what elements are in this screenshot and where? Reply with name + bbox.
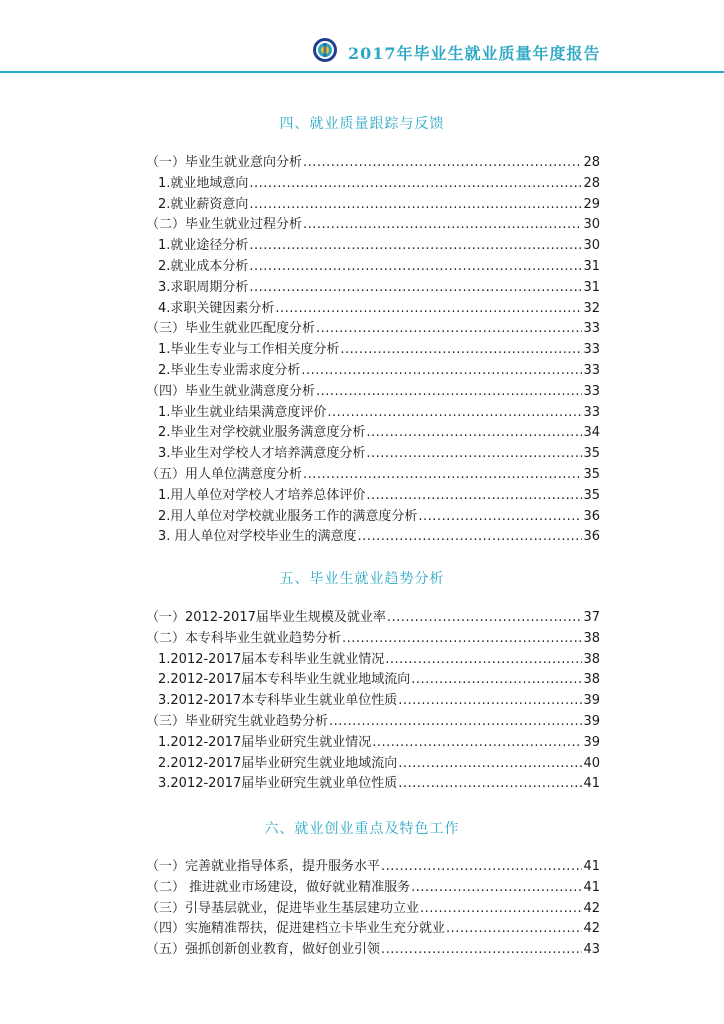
toc-leader-dots xyxy=(340,342,582,357)
toc-entry[interactable] xyxy=(146,151,600,172)
toc-entry[interactable] xyxy=(146,421,600,442)
toc-leader-dots xyxy=(387,610,583,625)
toc-entry-label: （一）完善就业指导体系，提升服务水平 xyxy=(146,859,381,874)
toc-entry[interactable] xyxy=(146,463,600,484)
toc-entry-label: 1.就业途径分析 xyxy=(158,238,249,254)
toc-entry-page: 41 xyxy=(583,879,600,895)
toc-entry[interactable] xyxy=(146,255,600,276)
toc-entry[interactable] xyxy=(146,938,600,959)
toc-entry-label: 1.毕业生就业结果满意度评价 xyxy=(158,404,327,420)
toc-entry-page: 42 xyxy=(583,900,600,916)
toc-leader-dots xyxy=(411,880,582,895)
toc-entry[interactable] xyxy=(146,525,600,546)
toc-entry-label: 2.2012-2017届本专科毕业生就业地域流向 xyxy=(158,672,411,688)
toc-entry-page: 29 xyxy=(583,196,600,212)
toc-entry-page: 37 xyxy=(583,610,600,625)
toc-section-6 xyxy=(146,855,600,959)
toc-leader-dots xyxy=(411,672,582,687)
toc-entry-page: 33 xyxy=(583,362,600,378)
toc-entry-page: 42 xyxy=(583,921,600,937)
section-title-5: 五、毕业生就业趋势分析 xyxy=(279,571,445,587)
toc-entry-page: 41 xyxy=(583,859,600,874)
toc-entry[interactable] xyxy=(146,297,600,318)
toc-entry-label: （四）毕业生就业满意度分析 xyxy=(146,383,316,399)
toc-entry-label: 2.用人单位对学校就业服务工作的满意度分析 xyxy=(158,508,418,524)
toc-leader-dots xyxy=(301,363,582,378)
toc-entry[interactable] xyxy=(146,917,600,938)
toc-entry-page: 33 xyxy=(583,383,600,399)
section-title-4: 四、就业质量跟踪与反馈 xyxy=(279,116,445,132)
toc-leader-dots xyxy=(275,301,582,316)
toc-leader-dots xyxy=(385,652,582,667)
toc-entry-label: （五）强抓创新创业教育，做好创业引领 xyxy=(146,942,381,958)
toc-entry[interactable] xyxy=(146,442,600,463)
toc-entry-label: 3.毕业生对学校人才培养满意度分析 xyxy=(158,446,366,462)
toc-leader-dots xyxy=(316,384,582,399)
toc-leader-dots xyxy=(249,176,582,191)
toc-entry[interactable] xyxy=(146,855,600,876)
toc-leader-dots xyxy=(327,405,582,420)
toc-leader-dots xyxy=(366,425,582,440)
toc-entry-page: 39 xyxy=(583,734,600,750)
toc-leader-dots xyxy=(418,509,582,524)
toc-entry-label: （一）毕业生就业意向分析 xyxy=(146,155,303,170)
toc-entry-page: 36 xyxy=(583,529,600,545)
toc-leader-dots xyxy=(329,714,582,729)
section-title-6: 六、就业创业重点及特色工作 xyxy=(264,821,460,837)
toc-entry-label: （二）本专科毕业生就业趋势分析 xyxy=(146,630,342,646)
toc-entry[interactable] xyxy=(146,710,600,731)
toc-entry[interactable] xyxy=(146,606,600,627)
university-seal-icon xyxy=(312,37,338,63)
toc-section-5 xyxy=(146,606,600,793)
toc-entry[interactable] xyxy=(146,689,600,710)
toc-leader-dots xyxy=(398,776,582,791)
toc-entry-page: 33 xyxy=(583,404,600,420)
toc-leader-dots xyxy=(303,467,582,482)
toc-entry[interactable] xyxy=(146,338,600,359)
toc-leader-dots xyxy=(381,942,582,957)
toc-entry-label: （二） 推进就业市场建设，做好就业精准服务 xyxy=(146,879,411,895)
toc-leader-dots xyxy=(358,529,583,544)
toc-leader-dots xyxy=(303,217,582,232)
toc-entry-label: （二）毕业生就业过程分析 xyxy=(146,217,303,233)
toc-leader-dots xyxy=(249,238,582,253)
toc-entry[interactable] xyxy=(146,317,600,338)
toc-entry-page: 43 xyxy=(583,942,600,958)
toc-section-4 xyxy=(146,151,600,546)
toc-entry-label: 1.就业地域意向 xyxy=(158,175,249,191)
toc-entry[interactable] xyxy=(146,731,600,752)
toc-leader-dots xyxy=(249,280,582,295)
toc-entry-label: 2.就业成本分析 xyxy=(158,258,249,274)
toc-entry-label: （五）用人单位满意度分析 xyxy=(146,466,303,482)
toc-entry-page: 36 xyxy=(583,508,600,524)
toc-entry[interactable] xyxy=(146,213,600,234)
toc-entry-page: 40 xyxy=(583,755,600,771)
toc-entry-page: 31 xyxy=(583,279,600,295)
toc-entry[interactable] xyxy=(146,172,600,193)
toc-entry[interactable] xyxy=(146,276,600,297)
toc-entry-page: 33 xyxy=(583,321,600,337)
toc-entry-label: 1.用人单位对学校人才培养总体评价 xyxy=(158,487,366,503)
toc-entry-page: 38 xyxy=(583,630,600,646)
toc-leader-dots xyxy=(316,321,582,336)
toc-entry-label: 3.求职周期分析 xyxy=(158,279,249,295)
toc-entry-page: 35 xyxy=(583,446,600,462)
toc-entry[interactable] xyxy=(146,380,600,401)
toc-entry-label: 3. 用人单位对学校毕业生的满意度 xyxy=(158,529,357,545)
toc-leader-dots xyxy=(366,488,582,503)
toc-leader-dots xyxy=(366,446,582,461)
header-divider xyxy=(0,71,724,73)
toc-entry-page: 30 xyxy=(583,238,600,254)
toc-entry-page: 38 xyxy=(583,651,600,667)
toc-entry[interactable] xyxy=(146,234,600,255)
toc-entry-label: （三）毕业研究生就业趋势分析 xyxy=(146,713,329,729)
toc-entry[interactable] xyxy=(146,648,600,669)
toc-entry[interactable] xyxy=(146,401,600,422)
toc-entry-page: 32 xyxy=(583,300,600,316)
toc-entry-label: 2.毕业生对学校就业服务满意度分析 xyxy=(158,425,366,441)
toc-entry[interactable] xyxy=(146,484,600,505)
toc-entry[interactable] xyxy=(146,897,600,918)
toc-leader-dots xyxy=(372,735,582,750)
toc-entry[interactable] xyxy=(146,752,600,773)
toc-entry-label: 2.2012-2017届毕业研究生就业地域流向 xyxy=(158,755,398,771)
toc-entry[interactable] xyxy=(146,772,600,793)
toc-entry-label: 3.2012-2017届毕业研究生就业单位性质 xyxy=(158,776,398,792)
toc-entry-page: 30 xyxy=(583,217,600,233)
toc-entry[interactable] xyxy=(146,193,600,214)
toc-entry-page: 33 xyxy=(583,342,600,358)
toc-entry-label: （一）2012-2017届毕业生规模及就业率 xyxy=(146,610,386,625)
toc-entry-page: 39 xyxy=(583,713,600,729)
toc-entry-label: 1.2012-2017届本专科毕业生就业情况 xyxy=(158,651,385,667)
toc-entry[interactable] xyxy=(146,627,600,648)
toc-entry-label: （三）毕业生就业匹配度分析 xyxy=(146,321,316,337)
document-title: 2017年毕业生就业质量年度报告 xyxy=(348,44,601,63)
toc-leader-dots xyxy=(420,901,582,916)
toc-entry-page: 31 xyxy=(583,258,600,274)
toc-leader-dots xyxy=(249,197,582,212)
toc-entry-page: 35 xyxy=(583,466,600,482)
toc-entry[interactable] xyxy=(146,876,600,897)
toc-leader-dots xyxy=(342,631,582,646)
toc-entry-page: 34 xyxy=(583,425,600,441)
toc-entry[interactable] xyxy=(146,668,600,689)
toc-leader-dots xyxy=(398,756,582,771)
toc-entry-page: 28 xyxy=(583,175,600,191)
toc-entry-page: 41 xyxy=(583,776,600,792)
toc-leader-dots xyxy=(446,921,582,936)
toc-entry-page: 38 xyxy=(583,672,600,688)
toc-entry-label: 2.就业薪资意向 xyxy=(158,196,249,212)
toc-entry-page: 39 xyxy=(583,693,600,709)
toc-leader-dots xyxy=(381,859,582,874)
toc-entry[interactable] xyxy=(146,505,600,526)
toc-entry-label: 4.求职关键因素分析 xyxy=(158,300,275,316)
toc-entry-label: 1.2012-2017届毕业研究生就业情况 xyxy=(158,734,372,750)
toc-entry-label: 3.2012-2017本专科毕业生就业单位性质 xyxy=(158,693,398,709)
toc-entry-label: 2.毕业生专业需求度分析 xyxy=(158,362,301,378)
toc-leader-dots xyxy=(249,259,582,274)
toc-entry-label: （三）引导基层就业，促进毕业生基层建功立业 xyxy=(146,900,420,916)
toc-leader-dots xyxy=(303,155,582,170)
toc-entry-page: 35 xyxy=(583,487,600,503)
toc-entry-label: 1.毕业生专业与工作相关度分析 xyxy=(158,342,340,358)
toc-entry[interactable] xyxy=(146,359,600,380)
toc-leader-dots xyxy=(398,693,582,708)
page-header xyxy=(0,0,724,75)
toc-entry-page: 28 xyxy=(583,155,600,170)
toc-entry-label: （四）实施精准帮扶，促进建档立卡毕业生充分就业 xyxy=(146,921,446,937)
